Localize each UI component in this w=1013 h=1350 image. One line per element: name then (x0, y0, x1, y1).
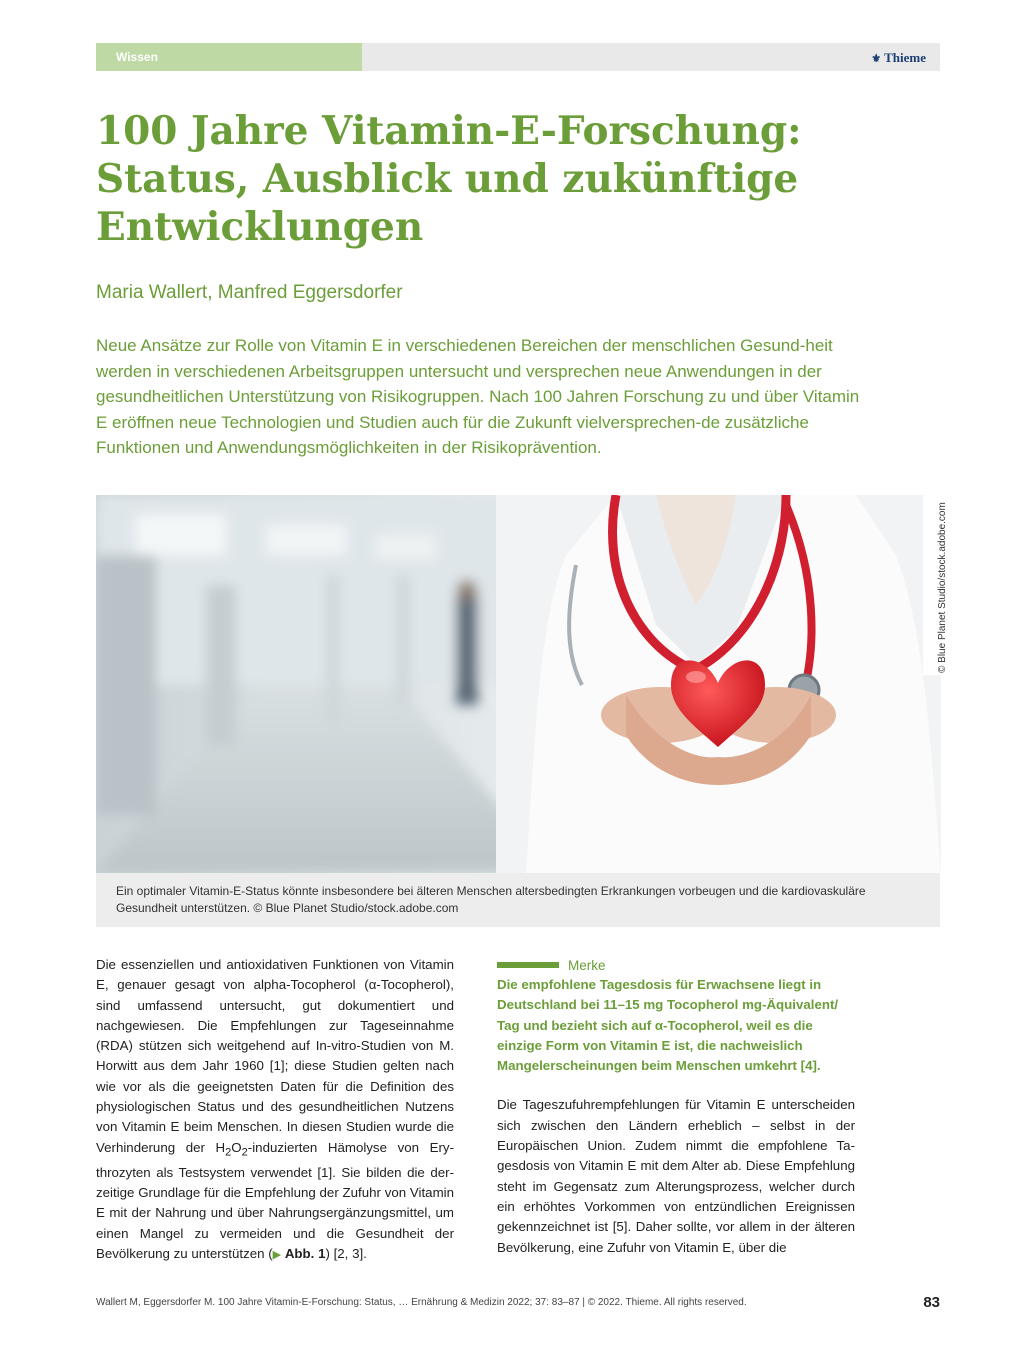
header-bar (96, 43, 940, 71)
photo-credit (923, 495, 948, 675)
footer-citation: Wallert M, Eggersdorfer M. 100 Jahre Vitamin-E-Forschung: Status, … Ernährung & Medizin 2022; 37: 83–87 | © 2022. Thieme. All rights reserved. (96, 1297, 747, 1308)
body-text: ) [2, 3]. (325, 1245, 367, 1261)
photo-credit-text: © Blue Planet Studio/stock.adobe.com (937, 502, 948, 673)
title-line: Status, Ausblick und zukünftige (96, 156, 799, 202)
body-text: Die essenziellen und antioxidativen Funktionen von Vitamin E, genauer gesagt von alpha-Tocopherol (α-Tocopherol), sind umfassend untersucht, gut dokumentiert und nachgewiesen. Die Empfehlungen zur Tageseinnahme (RDA) stützen sich weitgehend auf In-vitro-Studien von M. Horwitt aus dem Jahr 1960 [1]; diese Studien gelten nach wie vor als die geeignetsten Daten für die Definition des physiologischen Status und des gesundheitlichen Nutzens von Vitamin E beim Menschen. In diesen Studien wurde die Verhinderung der H (96, 957, 454, 1155)
figure-reference-arrow-icon: ▶ (272, 1248, 282, 1261)
publisher-logo (871, 43, 926, 71)
page-number: 83 (923, 1294, 940, 1311)
figure-caption: Ein optimaler Vitamin-E-Status könnte insbesondere bei älteren Menschen altersbedingten Erkrankungen vorbeugen und die kardiovaskuläre Gesundheit unterstützen. © Blue Planet Studio/stock.adobe.com (96, 873, 940, 927)
section-label: Wissen (96, 43, 362, 71)
article-photo (96, 495, 941, 873)
merke-bar (497, 962, 559, 968)
doctor-heart-illustration (96, 495, 941, 873)
authors: Maria Wallert, Manfred Eggersdorfer (96, 282, 403, 303)
figure-reference-link[interactable]: Abb. 1 (284, 1245, 326, 1261)
publisher-name: Thieme (884, 50, 926, 65)
abstract: Neue Ansätze zur Rolle von Vitamin E in verschiedenen Bereichen der menschlichen Gesund-heit werden in verschiedenen Arbeitsgruppen untersucht und versprechen neue Anwendungen in der gesundheitlichen Unterstützung von Risikogruppen. Nach 100 Jahren Forschung zu und über Vitamin E eröffnen neue Technologien und Studien auch für die Zukunft vielversprechen-de zusätzliche Funktionen und Anwendungsmöglichkeiten in der Risikoprävention. (96, 336, 860, 457)
merke-heading-text: Merke (568, 957, 606, 973)
thieme-logo-icon: ⚜ (871, 53, 882, 65)
body-text: -induzierten Hämolyse von Erythrozyten als Testsystem verwendet [1]. Sie bilden die derzeitige Grundlage für die Empfehlung der Zufuhr von Vitamin E mit der Nahrung und über Nahrungsergänzungsmittel, um einen Mangel zu vermeiden und die Gesundheit der Bevölkerung zu unterstützen ( (96, 1139, 454, 1261)
subscript: 2 (241, 1146, 248, 1159)
merke-box-text: Die empfohlene Tagesdosis für Erwachsene liegt in Deutschland bei 11–15 mg Tocopherol mg-Äquivalent/ Tag und bezieht sich auf α-Tocopherol, weil es die einzige Form von Vitamin E ist, die nachweislich Mangelerscheinungen beim Menschen umkehrt [4]. (497, 977, 839, 1074)
subscript: 2 (225, 1146, 232, 1159)
title-line: Entwicklungen (96, 204, 424, 250)
merke-heading (497, 955, 855, 975)
article-title (96, 107, 936, 251)
body-text: O (231, 1139, 242, 1155)
body-text-right: Die Tageszufuhrempfehlungen für Vitamin E unterscheiden sich zwischen den Ländern erheblich – selbst in der Europäischen Union. Zudem nimmt die empfohlene Tagesdosis von Vitamin E mit dem Alter ab. Diese Empfehlung steht im Gegensatz zum Alterungsprozess, welcher durch ein erhöhtes Vorkommen von entzündlichen Ereignissen gekennzeichnet ist [5]. Daher sollte, vor allem in der älteren Bevölkerung, eine Zufuhr von Vitamin E, über die (497, 1097, 855, 1255)
body-text-left (96, 955, 454, 1265)
body-column-right (497, 955, 855, 1258)
title-line: 100 Jahre Vitamin-E-Forschung: (96, 108, 802, 154)
